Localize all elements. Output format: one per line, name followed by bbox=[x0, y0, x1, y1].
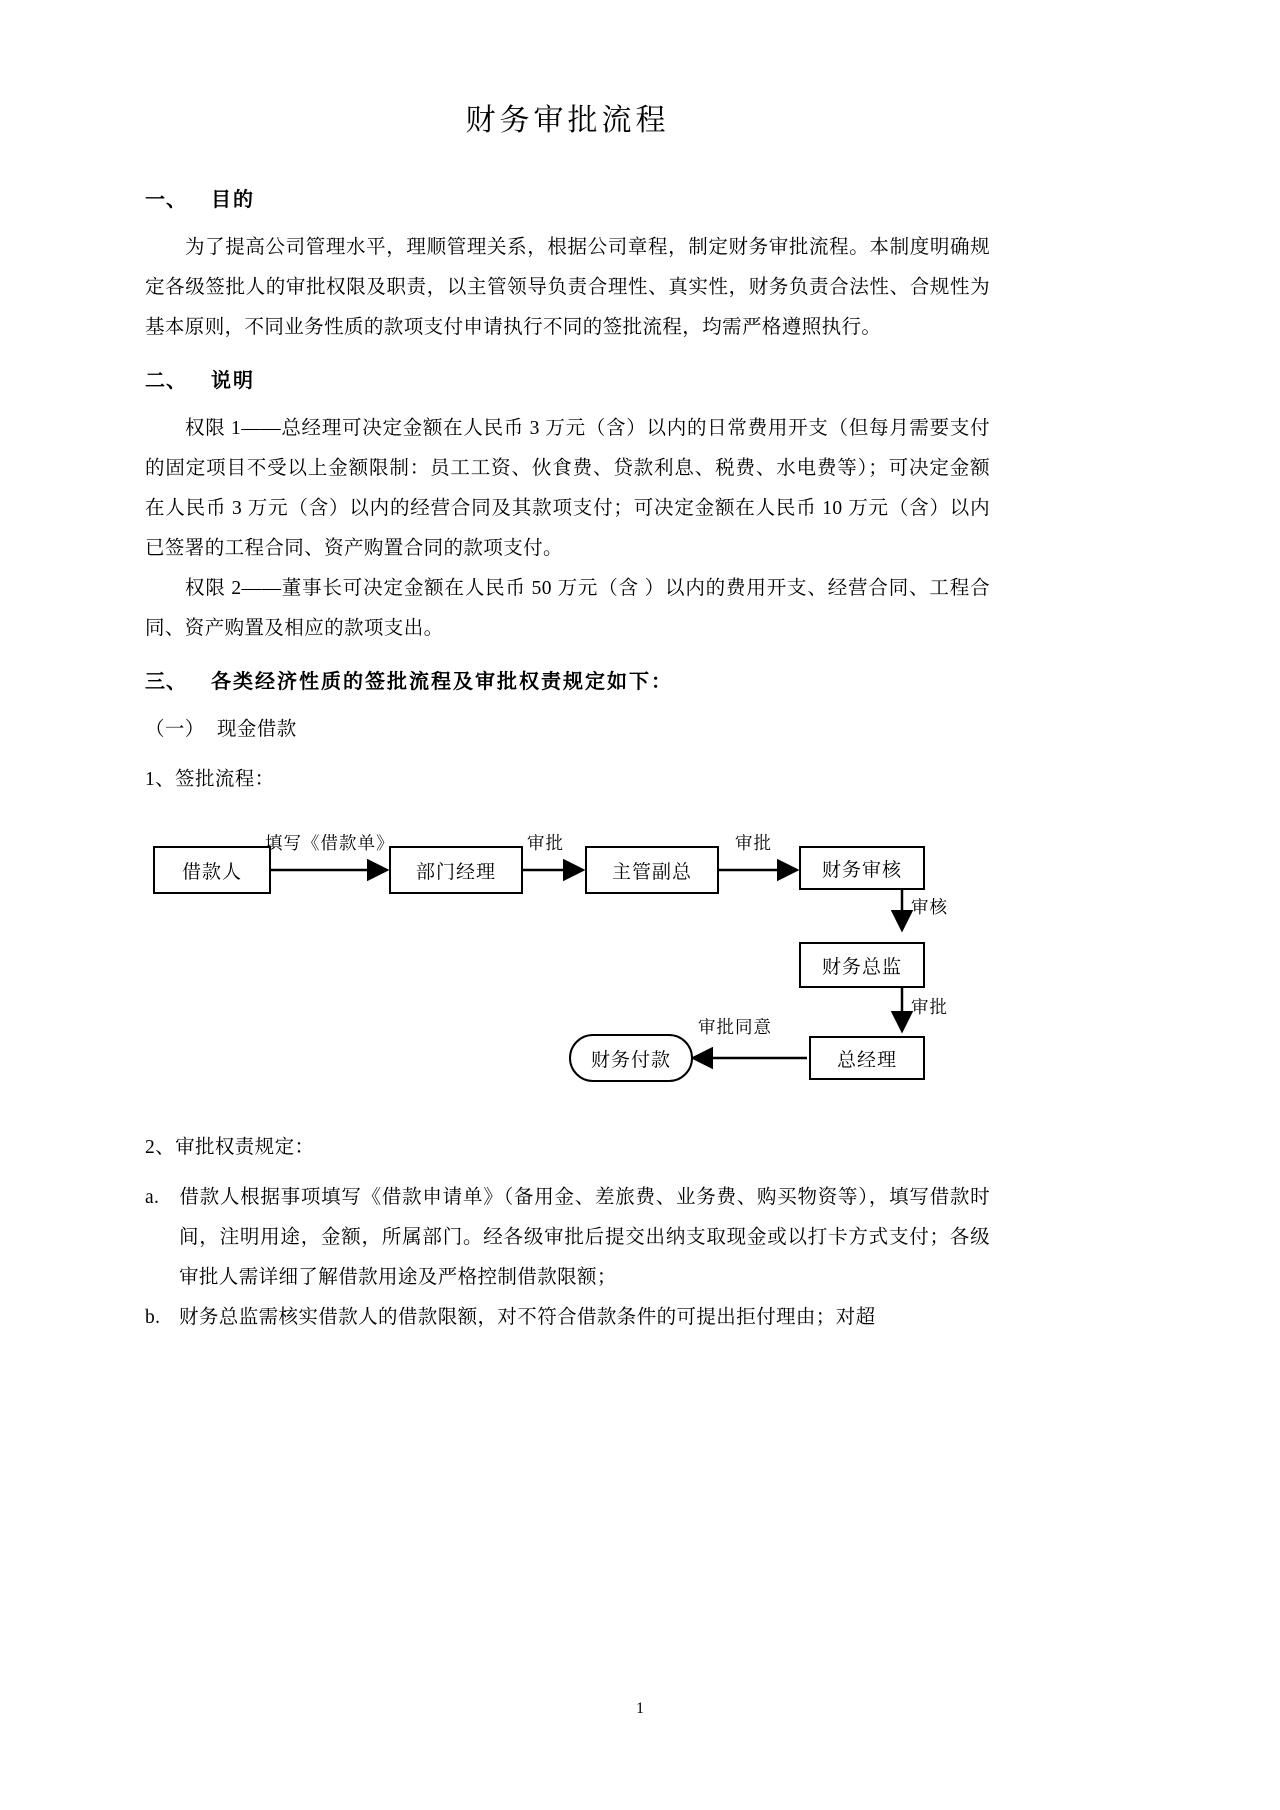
authority-2-paragraph: 权限 2——董事长可决定金额在人民币 50 万元（含 ）以内的费用开支、经营合同、工程合同、资产购置及相应的款项支出。 bbox=[145, 578, 990, 639]
section-number-2: 二、 bbox=[145, 370, 187, 392]
flow-node-general-manager-label: 总经理 bbox=[836, 1049, 897, 1071]
section-1-paragraph: 为了提高公司管理水平，理顺管理关系，根据公司章程，制定财务审批流程。本制度明确规定各级签批人的审批权限及职责，以主管领导负责合理性、真实性，财务负责合法性、合规性为基本原则，不同业务性质的款项支付申请执行不同的签批流程，均需严格遵照执行。 bbox=[145, 237, 990, 338]
section-title-1: 目的 bbox=[211, 189, 255, 211]
section-heading-3 bbox=[145, 665, 990, 694]
section-heading-1 bbox=[145, 183, 990, 212]
subsection-title: 现金借款 bbox=[217, 719, 297, 740]
flow-edge-label-approved: 审批同意 bbox=[698, 1017, 772, 1037]
item-2-heading bbox=[145, 1128, 990, 1168]
flow-node-vp-label: 主管副总 bbox=[611, 861, 692, 883]
section-number-1: 一、 bbox=[145, 189, 187, 211]
flow-node-vp[interactable] bbox=[585, 846, 719, 894]
section-heading-2 bbox=[145, 364, 990, 393]
flow-node-finance-review[interactable] bbox=[799, 846, 925, 890]
approval-flowchart bbox=[145, 818, 990, 1118]
flow-edge-label-approve-3: 审批 bbox=[911, 997, 948, 1017]
rule-item-a bbox=[145, 1178, 990, 1298]
flow-node-borrower-label: 借款人 bbox=[181, 861, 242, 883]
item-2-title: 审批权责规定： bbox=[175, 1137, 315, 1158]
document-content bbox=[145, 95, 990, 1338]
item-1-heading bbox=[145, 760, 990, 800]
flow-edge-label-fill-form: 填写《借款单》 bbox=[265, 833, 395, 853]
rule-text-b: 财务总监需核实借款人的借款限额，对不符合借款条件的可提出拒付理由；对超 bbox=[179, 1307, 876, 1328]
flow-edge-label-approve-1: 审批 bbox=[527, 833, 564, 853]
rule-text-a: 借款人根据事项填写《借款申请单》（备用金、差旅费、业务费、购买物资等），填写借款时间，注明用途，金额，所属部门。经各级审批后提交出纳支取现金或以打卡方式支付；各级审批人需详细了解借款用途及严格控制借款限额； bbox=[179, 1187, 990, 1288]
rule-item-b bbox=[145, 1298, 990, 1338]
page-title: 财务审批流程 bbox=[465, 104, 670, 137]
flow-edge-label-approve-2: 审批 bbox=[735, 833, 772, 853]
item-2-marker: 2、 bbox=[145, 1137, 176, 1158]
flow-node-finance-payment-label: 财务付款 bbox=[590, 1049, 671, 1071]
flow-node-borrower[interactable] bbox=[153, 846, 271, 894]
item-1-title: 签批流程： bbox=[175, 769, 275, 790]
flow-edge-label-verify: 审核 bbox=[911, 897, 948, 917]
flow-node-finance-director[interactable] bbox=[799, 942, 925, 988]
flow-node-dept-manager[interactable] bbox=[389, 846, 523, 894]
flow-node-finance-review-label: 财务审核 bbox=[821, 859, 902, 881]
section-title-3: 各类经济性质的签批流程及审批权责规定如下： bbox=[211, 671, 673, 693]
item-1-marker: 1、 bbox=[145, 769, 176, 790]
flow-node-general-manager[interactable] bbox=[809, 1036, 925, 1080]
authority-1-paragraph: 权限 1——总经理可决定金额在人民币 3 万元（含）以内的日常费用开支（但每月需要支付的固定项目不受以上金额限制：员工工资、伙食费、贷款利息、税费、水电费等）；可决定金额在人民币 3 万元（含）以内的经营合同及其款项支付；可决定金额在人民币 10 万元（含）以内已签署的工程合同、资产购置合同的款项支付。 bbox=[145, 418, 990, 559]
flow-node-finance-payment[interactable] bbox=[569, 1034, 693, 1082]
section-title-2: 说明 bbox=[211, 370, 255, 392]
flow-node-finance-director-label: 财务总监 bbox=[821, 956, 902, 978]
section-number-3: 三、 bbox=[145, 671, 187, 693]
rule-marker-a: a. bbox=[145, 1187, 160, 1208]
flow-node-dept-manager-label: 部门经理 bbox=[415, 861, 496, 883]
page-number: 1 bbox=[636, 1700, 644, 1717]
rule-marker-b: b. bbox=[145, 1307, 161, 1328]
subsection-heading bbox=[145, 710, 990, 750]
subsection-label: （一） bbox=[145, 719, 205, 740]
